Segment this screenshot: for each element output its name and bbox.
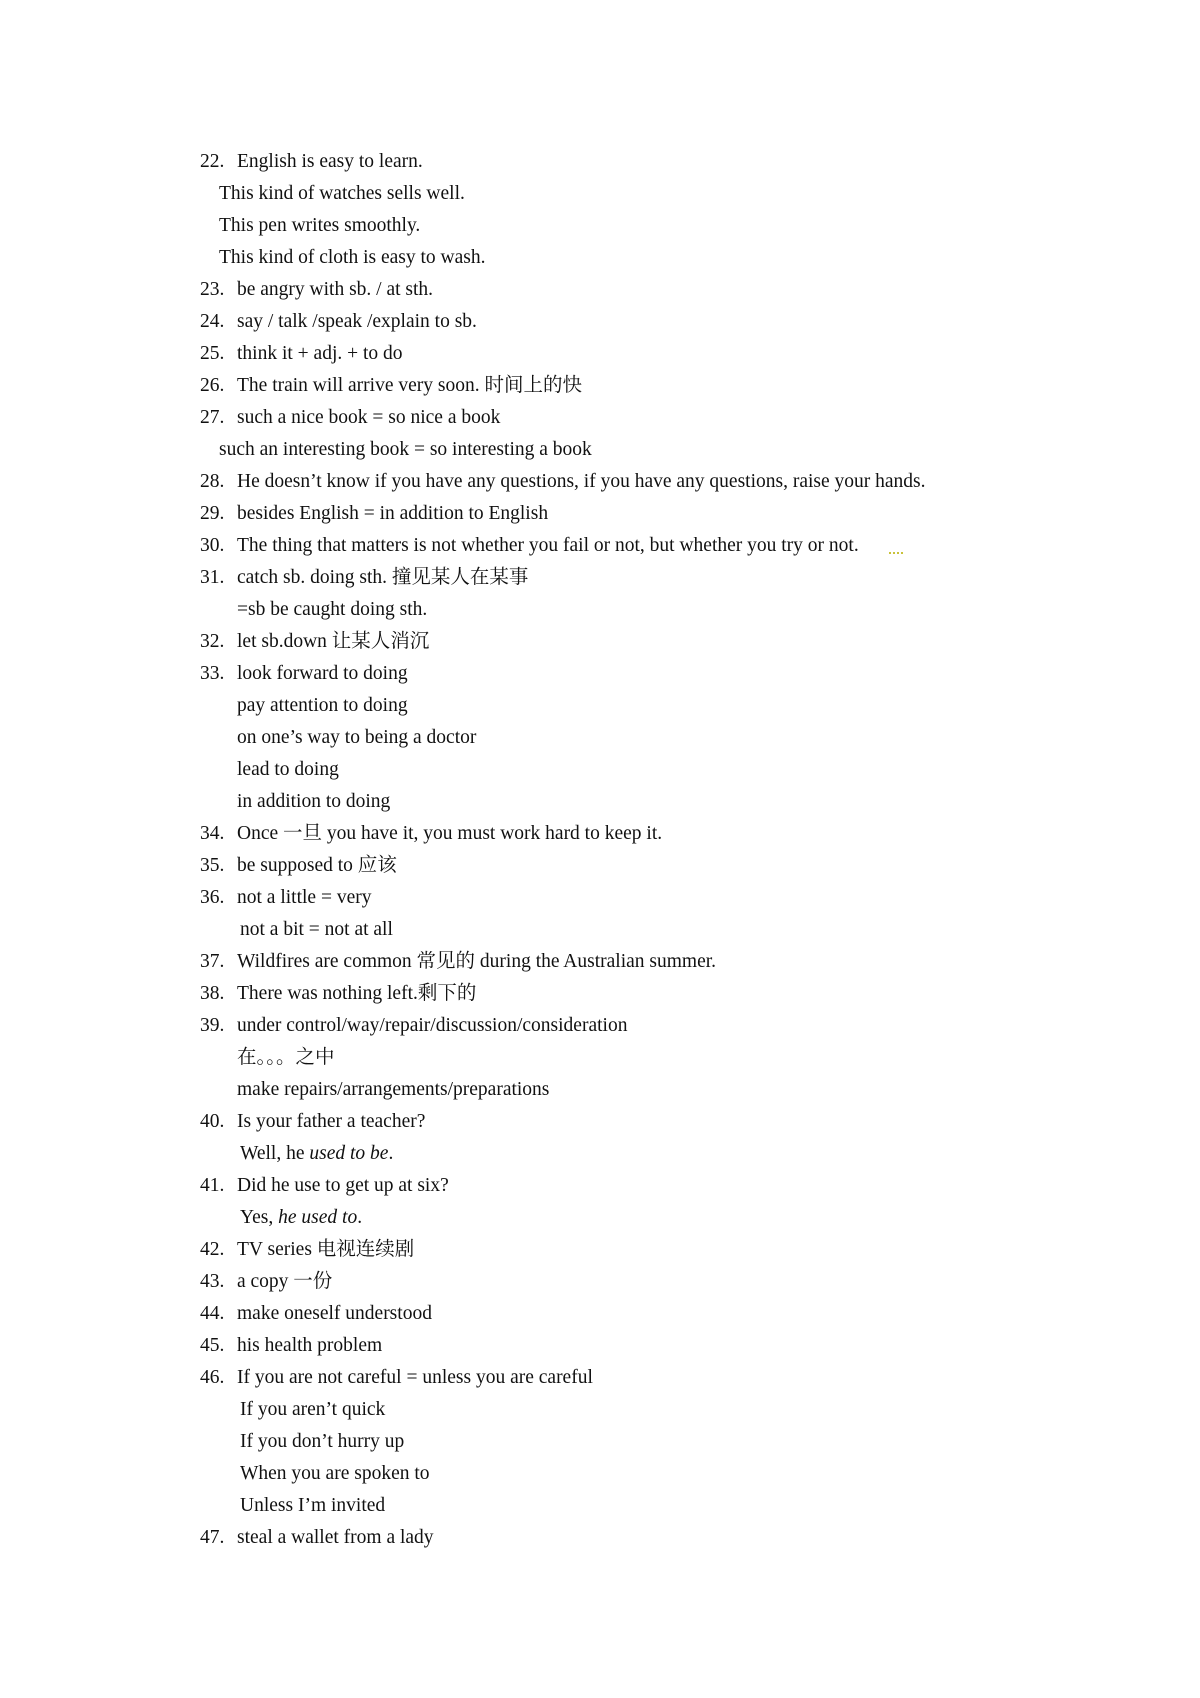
item-number: 24. xyxy=(200,311,225,332)
item-text: TV series 电视连续剧 xyxy=(237,1239,415,1260)
item-text: not a little = very xyxy=(237,887,372,908)
item-text: Did he use to get up at six? xyxy=(237,1175,449,1196)
item-number: 25. xyxy=(200,343,225,364)
item-text: besides English = in addition to English xyxy=(237,503,549,524)
item-number: 40. xyxy=(200,1111,225,1132)
sub-line-text: . xyxy=(388,1143,394,1164)
item-number: 27. xyxy=(200,407,225,428)
item-number: 29. xyxy=(200,503,225,524)
sub-line xyxy=(219,214,420,238)
list-item-34 xyxy=(200,822,662,846)
list-item-47 xyxy=(200,1526,434,1550)
sub-line xyxy=(219,182,465,206)
list-item-28 xyxy=(200,470,926,494)
sub-line-text: Unless I’m invited xyxy=(240,1495,386,1516)
sub-line xyxy=(240,1142,393,1166)
item-text: Once 一旦 you have it, you must work hard to keep it. xyxy=(237,823,663,844)
item-number: 33. xyxy=(200,663,225,684)
list-item-26 xyxy=(200,374,582,398)
sub-line-italic: he used to xyxy=(278,1207,358,1228)
item-text: The train will arrive very soon. 时间上的快 xyxy=(237,375,582,396)
item-number: 36. xyxy=(200,887,225,908)
list-item-41 xyxy=(200,1174,449,1198)
item-number: 31. xyxy=(200,567,225,588)
sub-line-text: such an interesting book = so interesting a book xyxy=(219,439,592,460)
list-item-44 xyxy=(200,1302,432,1326)
sub-line-text: . xyxy=(357,1207,363,1228)
sub-line-text: When you are spoken to xyxy=(240,1463,430,1484)
item-number: 47. xyxy=(200,1527,225,1548)
sub-line xyxy=(240,1398,385,1422)
sub-line xyxy=(219,246,485,270)
list-item-30 xyxy=(200,534,859,558)
item-number: 38. xyxy=(200,983,225,1004)
list-item-40 xyxy=(200,1110,425,1134)
list-item-37 xyxy=(200,950,716,974)
item-number: 42. xyxy=(200,1239,225,1260)
edit-mark-icon xyxy=(889,548,903,554)
item-number: 44. xyxy=(200,1303,225,1324)
item-text: The thing that matters is not whether you fail or not, but whether you try or not. xyxy=(237,535,859,556)
item-number: 39. xyxy=(200,1015,225,1036)
item-text: look forward to doing xyxy=(237,663,408,684)
item-number: 37. xyxy=(200,951,225,972)
sub-line-text: This kind of cloth is easy to wash. xyxy=(219,247,486,268)
list-item-45 xyxy=(200,1334,382,1358)
sub-line xyxy=(237,726,476,750)
list-item-35 xyxy=(200,854,397,878)
list-item-42 xyxy=(200,1238,414,1262)
sub-line-italic: used to be xyxy=(309,1143,389,1164)
item-number: 26. xyxy=(200,375,225,396)
item-number: 32. xyxy=(200,631,225,652)
sub-line xyxy=(237,1046,335,1070)
list-item-32 xyxy=(200,630,429,654)
item-text: If you are not careful = unless you are careful xyxy=(237,1367,593,1388)
list-item-24 xyxy=(200,310,477,334)
list-item-22 xyxy=(200,150,423,174)
item-number: 23. xyxy=(200,279,225,300)
item-text: such a nice book = so nice a book xyxy=(237,407,501,428)
item-number: 35. xyxy=(200,855,225,876)
sub-line xyxy=(237,694,408,718)
list-item-39 xyxy=(200,1014,627,1038)
sub-line-text: lead to doing xyxy=(237,759,339,780)
sub-line-text: in addition to doing xyxy=(237,791,391,812)
item-number: 43. xyxy=(200,1271,225,1292)
sub-line xyxy=(219,438,592,462)
sub-line xyxy=(240,1206,362,1230)
sub-line-text: on one’s way to being a doctor xyxy=(237,727,477,748)
sub-line-text: If you aren’t quick xyxy=(240,1399,386,1420)
item-text: English is easy to learn. xyxy=(237,151,423,172)
list-item-31 xyxy=(200,566,528,590)
list-item-27 xyxy=(200,406,500,430)
item-number: 46. xyxy=(200,1367,225,1388)
item-text: He doesn’t know if you have any questions, if you have any questions, raise your hands. xyxy=(237,471,926,492)
sub-line xyxy=(237,598,427,622)
item-text: think it + adj. + to do xyxy=(237,343,403,364)
item-text: say / talk /speak /explain to sb. xyxy=(237,311,477,332)
sub-line xyxy=(237,758,339,782)
list-item-33 xyxy=(200,662,408,686)
sub-line xyxy=(237,790,390,814)
sub-line-text: If you don’t hurry up xyxy=(240,1431,405,1452)
item-text: let sb.down 让某人消沉 xyxy=(237,631,430,652)
sub-line-text: This kind of watches sells well. xyxy=(219,183,465,204)
item-text: be angry with sb. / at sth. xyxy=(237,279,434,300)
sub-line-text: make repairs/arrangements/preparations xyxy=(237,1079,550,1100)
item-number: 28. xyxy=(200,471,225,492)
list-item-46 xyxy=(200,1366,593,1390)
list-item-23 xyxy=(200,278,433,302)
item-text: a copy 一份 xyxy=(237,1271,333,1292)
item-text: his health problem xyxy=(237,1335,383,1356)
sub-line xyxy=(240,1430,404,1454)
list-item-29 xyxy=(200,502,548,526)
sub-line xyxy=(240,918,393,942)
item-text: under control/way/repair/discussion/consideration xyxy=(237,1015,628,1036)
item-number: 45. xyxy=(200,1335,225,1356)
list-item-43 xyxy=(200,1270,332,1294)
item-text: be supposed to 应该 xyxy=(237,855,397,876)
sub-line-text: Yes, xyxy=(240,1207,279,1228)
sub-line-text: 在。。。之中 xyxy=(237,1047,335,1068)
item-number: 34. xyxy=(200,823,225,844)
sub-line-text: =sb be caught doing sth. xyxy=(237,599,428,620)
sub-line-text: pay attention to doing xyxy=(237,695,408,716)
item-text: catch sb. doing sth. 撞见某人在某事 xyxy=(237,567,529,588)
list-item-25 xyxy=(200,342,403,366)
item-number: 30. xyxy=(200,535,225,556)
item-number: 22. xyxy=(200,151,225,172)
sub-line xyxy=(240,1494,385,1518)
item-text: steal a wallet from a lady xyxy=(237,1527,434,1548)
sub-line-text: not a bit = not at all xyxy=(240,919,393,940)
sub-line xyxy=(240,1462,430,1486)
sub-line-text: This pen writes smoothly. xyxy=(219,215,421,236)
sub-line-text: Well, he xyxy=(240,1143,310,1164)
item-text: Wildfires are common 常见的 during the Australian summer. xyxy=(237,951,717,972)
sub-line xyxy=(237,1078,549,1102)
item-text: Is your father a teacher? xyxy=(237,1111,426,1132)
item-text: There was nothing left.剩下的 xyxy=(237,983,477,1004)
list-item-38 xyxy=(200,982,476,1006)
item-number: 41. xyxy=(200,1175,225,1196)
item-text: make oneself understood xyxy=(237,1303,432,1324)
list-item-36 xyxy=(200,886,371,910)
